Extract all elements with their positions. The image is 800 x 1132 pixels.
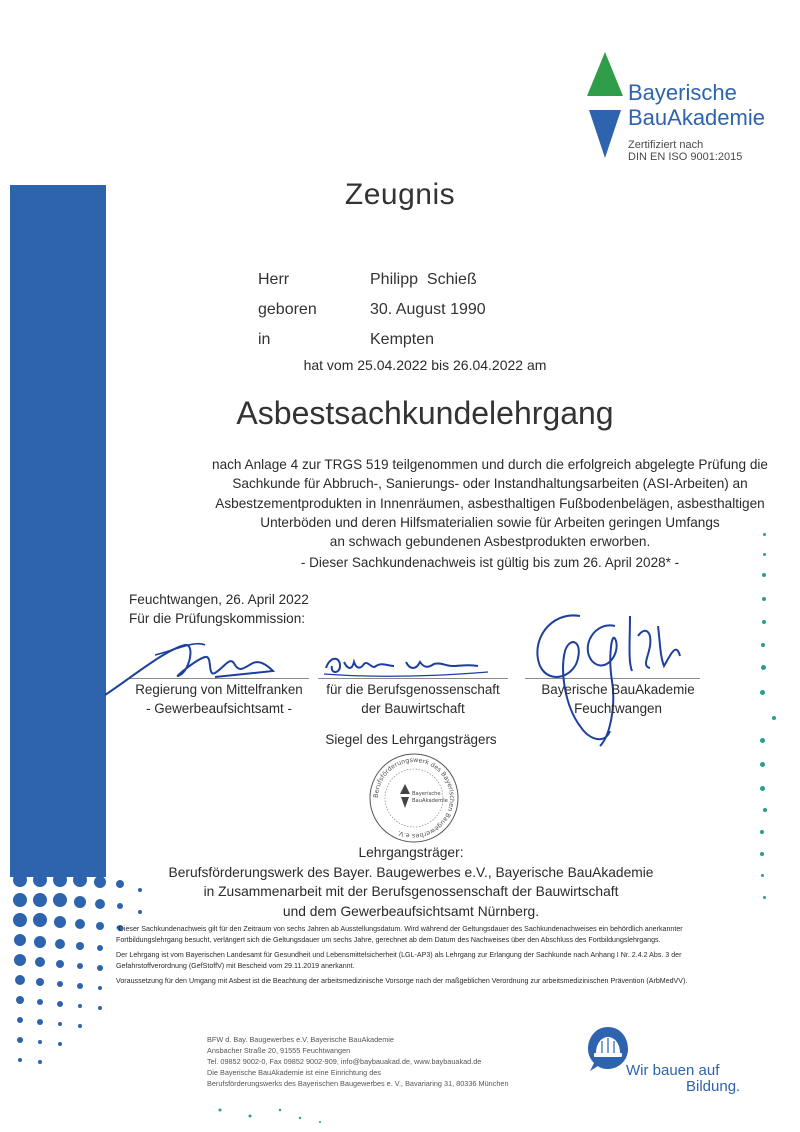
logo-name-line1: Bayerische <box>628 80 737 105</box>
signature-caption-line: Regierung von Mittelfranken <box>135 682 303 697</box>
carrier-label: Lehrgangsträger: <box>358 845 464 860</box>
document-title: Zeugnis <box>344 178 456 211</box>
decorative-dot <box>760 762 765 767</box>
signature-caption-line: für die Berufsgenossenschaft <box>326 682 500 697</box>
slogan-line2: Bildung. <box>686 1078 741 1095</box>
certificate-body <box>130 455 800 551</box>
carrier-line: in Zusammenarbeit mit der Berufsgenossenschaft der Bauwirtschaft <box>203 884 619 899</box>
footnote: Voraussetzung für den Umgang mit Asbest ist die Beachtung der arbeitsmedizinische Vorsorge nach der maßgeblichen Verordnung zur arbeitsmedizinischen Prävention (ArbMedVV). <box>116 977 688 985</box>
slogan <box>626 1063 740 1095</box>
seal-center-line2: BauAkademie <box>412 798 448 804</box>
decorative-dot <box>763 808 767 812</box>
carrier-line: Berufsförderungswerk des Bayer. Baugewerbes e.V., Bayerische BauAkademie <box>168 864 654 880</box>
seal-label: Siegel des Lehrgangsträgers <box>325 732 497 747</box>
course-carrier <box>0 843 800 921</box>
place-date: Feuchtwangen, 26. April 2022 <box>129 592 309 607</box>
address-line: Ansbacher Straße 20, 91555 Feuchtwangen <box>207 1045 351 1055</box>
footnote: *Dieser Sachkundenachweis gilt für den Zeitraum von sechs Jahren ab Ausstellungsdatum. Wird während der Geltungsdauer des Sachkundenachweises ein behördlich anerkannter Fortbildungslehrgang besucht, verlängert sich die Geltungsdauer um sechs Jahre, gerechnet ab dem Datum des Nachweises über den Abschluss des Fortbildungslehrgangs. <box>116 925 683 944</box>
commission-label: Für die Prüfungskommission: <box>129 611 306 626</box>
person-values <box>370 265 486 355</box>
person-name: Philipp Schieß <box>370 271 477 288</box>
logo-name-line2: BauAkademie <box>628 105 765 131</box>
place-label: in <box>258 331 271 348</box>
signature-caption-line: Feuchtwangen <box>574 701 662 716</box>
decorative-dot <box>762 620 766 624</box>
address-line: BFW d. Bay. Baugewerbes e.V. Bayerische BauAkademie <box>207 1035 394 1044</box>
born-label: geboren <box>258 301 317 318</box>
signature-caption-bg <box>313 680 513 718</box>
decorative-dot <box>772 716 776 720</box>
decorative-dot <box>761 665 766 670</box>
body-line: Sachkunde für Abbruch-, Sanierungs- oder Instandhaltungsarbeiten (ASI-Arbeiten) an <box>232 476 748 492</box>
carrier-line: und dem Gewerbeaufsichtsamt Nürnberg. <box>282 903 540 919</box>
signature-caption-line: Bayerische BauAkademie <box>541 682 695 697</box>
body-line: Unterböden und deren Hilfsmaterialien sowie für Arbeiten geringen Umfangs <box>260 514 720 530</box>
decorative-dot <box>762 597 766 601</box>
seal-center-line1: Bayerische <box>412 791 441 797</box>
salutation-label: Herr <box>258 271 290 288</box>
body-line: nach Anlage 4 zur TRGS 519 teilgenommen und durch die erfolgreich abgelegte Prüfung die <box>212 457 768 472</box>
signature-caption-line: - Gewerbeaufsichtsamt - <box>146 701 292 716</box>
decorative-dot <box>762 573 766 577</box>
logo-cert-line1: Zertifiziert nach <box>628 138 704 151</box>
signature-caption-line: der Bauwirtschaft <box>361 701 465 716</box>
person-labels <box>258 265 317 355</box>
course-period: hat vom 25.04.2022 bis 26.04.2022 am <box>303 357 547 373</box>
address-line: Die Bayerische BauAkademie ist eine Einrichtung des <box>207 1067 382 1077</box>
decorative-dot <box>760 830 764 834</box>
logo-wordmark <box>628 80 765 164</box>
official-seal <box>368 752 460 844</box>
slogan-line1: Wir bauen auf <box>626 1062 720 1079</box>
helmet-icon <box>586 1025 630 1073</box>
bauakademie-logo-icon <box>585 52 625 160</box>
body-line: an schwach gebundenen Asbestprodukten erworben. <box>329 534 651 550</box>
footer-address <box>207 1035 509 1090</box>
decorative-dot <box>761 643 765 647</box>
seal-ring-text: Berufsförderungswerk des Bayerischen Baugewerbes e.V. <box>371 755 457 841</box>
footnote: Der Lehrgang ist vom Bayerischen Landesamt für Gesundheit und Lebensmittelsicherheit (LGL-AP3) als Lehrgang zur Erlangung der Sachkunde nach Anhang I Nr. 2.4.2 Abs. 3 der Gefahrstoffverordnung (GefStoffV) mit Bescheid vom 29.11.2019 anerkannt. <box>116 951 682 970</box>
signature-caption-regierung <box>119 680 319 718</box>
birth-place: Kempten <box>370 331 435 348</box>
decorative-dot <box>760 690 765 695</box>
signature-caption-bauakademie <box>518 680 718 718</box>
address-line: Tel. 09852 9002-0, Fax 09852 9002-909, info@baybauakad.de, www.baybauakad.de <box>207 1056 482 1066</box>
logo-cert-line2: DIN EN ISO 9001:2015 <box>628 151 743 164</box>
address-line: Berufsförderungswerks des Bayerischen Baugewerbes e. V., Bavariaring 31, 80336 München <box>207 1078 509 1088</box>
birth-date: 30. August 1990 <box>370 301 486 318</box>
decorative-dot <box>760 786 765 791</box>
decorative-blue-band <box>10 185 106 877</box>
validity-note: - Dieser Sachkundenachweis ist gültig bis zum 26. April 2028* - <box>300 555 680 570</box>
footnotes <box>116 924 716 992</box>
course-title: Asbestsachkundelehrgang <box>236 395 614 431</box>
body-line: Asbestzementprodukten in Innenräumen, asbesthaltigen Fußbodenbelägen, asbesthaltigen <box>215 495 765 511</box>
